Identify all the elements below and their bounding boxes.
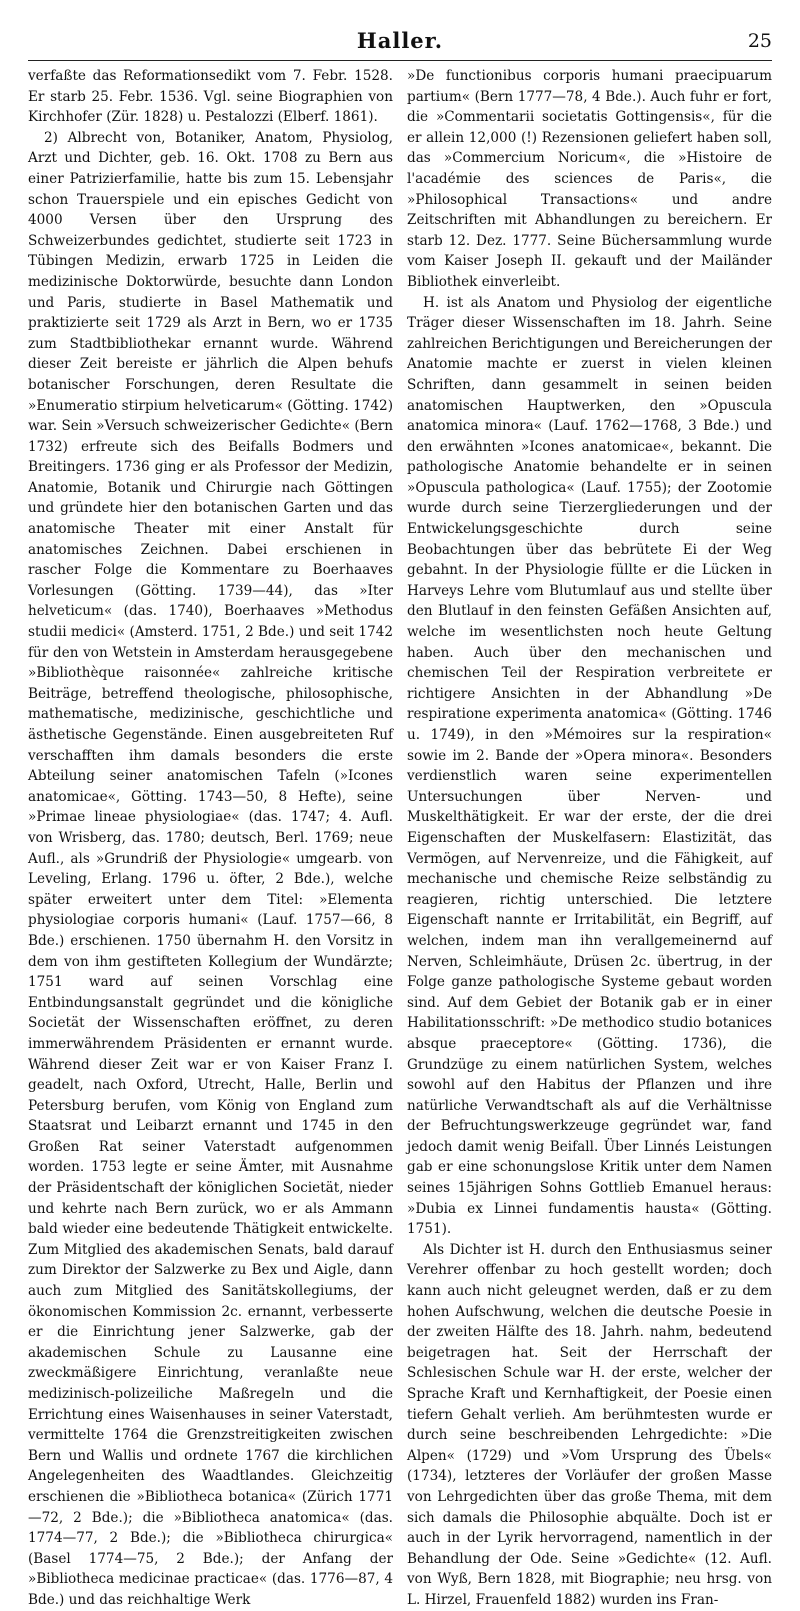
page-header [28, 26, 772, 61]
page-title: Haller. [356, 28, 444, 53]
paragraph: Als Dichter ist H. durch den Enthusiasmus seiner Verehrer offenbar zu hoch gestellt worden; doch kann auch nicht geleugnet werden, daß er zu dem hohen Aufschwung, welchen die deutsche Poesie in der zweiten Hälfte des 18. Jahrh. nahm, bedeutend beigetragen hat. Seit der Herrschaft der Schlesischen Schule war H. der erste, welcher der Sprache Kraft und Kernhaftigkeit, der Poesie einen tiefern Gehalt verlieh. Am berühmtesten wurde er durch seine beschreibenden Lehrgedichte: »Die Alpen« (1729) und »Vom Ursprung des Übels« (1734), letzteres der Vorläufer der großen Masse von Lehrgedichten über das große Thema, mit dem sich damals die Philosophie abquälte. Doch ist er auch in der Lyrik hervorragend, namentlich in der Behandlung der Ode. Seine »Gedichte« (12. Aufl. von Wyß, Bern 1828, mit Biographie; neu hrsg. von L. Hirzel, Frauenfeld 1882) wurden ins Fran- [407, 1241, 772, 1608]
paragraph: verfaßte das Reformationsedikt vom 7. Febr. 1528. Er starb 25. Febr. 1536. Vgl. seine Biographien von Kirchhofer (Zür. 1828) u. Pestalozzi (Elberf. 1861). [28, 68, 393, 126]
paragraph: »De functionibus corporis humani praecipuarum partium« (Bern 1777—78, 4 Bde.). Auch fuhr er fort, die »Commentarii societatis Gottingensis«, für die er allein 12,000 (!) Rezensionen geliefert haben soll, das »Commercium Noricum«, die »Histoire de l'académie des sciences de Paris«, die »Philosophical Transactions« und andre Zeitschriften mit Abhandlungen zu bereichern. Er starb 12. Dez. 1777. Seine Büchersammlung wurde vom Kaiser Joseph II. gekauft und der Mailänder Bibliothek einverleibt. [407, 68, 772, 290]
paragraph: 2) Albrecht von, Botaniker, Anatom, Physiolog, Arzt und Dichter, geb. 16. Okt. 1708 zu Bern aus einer Patrizierfamilie, hatte bis zum 15. Lebensjahr schon Trauerspiele und ein episches Gedicht von 4000 Versen über den Ursprung des Schweizerbundes gedichtet, studierte seit 1723 in Tübingen Medizin, erwarb 1725 in Leiden die medizinische Doktorwürde, besuchte dann London und Paris, studierte in Basel Mathematik und praktizierte seit 1729 als Arzt in Bern, wo er 1735 zum Stadtbibliothekar ernannt wurde. Während dieser Zeit bereiste er jährlich die Alpen behufs botanischer Forschungen, deren Resultate die »Enumeratio stirpium helveticarum« (Götting. 1742) war. Sein »Versuch schweizerischer Gedichte« (Bern 1732) erfreute sich des Beifalls Bodmers und Breitingers. 1736 ging er als Professor der Medizin, Anatomie, Botanik und Chirurgie nach Göttingen und gründete hier den botanischen Garten und das anatomische Theater mit einer Anstalt für anatomisches Zeichnen. Dabei erschienen in rascher Folge die Kommentare zu Boerhaaves Vorlesungen (Götting. 1739—44), das »Iter helveticum« (das. 1740), Boerhaaves »Methodus studii medici« (Amsterd. 1751, 2 Bde.) und seit 1742 für den von Wetstein in Amsterdam herausgegebene »Bibliothèque raisonnée« zahlreiche kritische Beiträge, betreffend theologische, philosophische, mathematische, medizinische, geschichtliche und ästhetische Gegenstände. Einen ausgebreiteten Ruf verschafften ihm damals besonders die erste Abteilung seiner anatomischen Tafeln (»Icones anatomicae«, Götting. 1743—50, 8 Hefte), seine »Primae lineae physiologiae« (das. 1747; 4. Aufl. von Wrisberg, das. 1780; deutsch, Berl. 1769; neue Aufl., als »Grundriß der Physiologie« umgearb. von Leveling, Erlang. 1796 u. öfter, 2 Bde.), welche später erweitert unter dem Titel: »Elementa physiologiae corporis humani« (Lauf. 1757—66, 8 Bde.) erschienen. 1750 übernahm H. den Vorsitz in dem von ihm gestifteten Kollegium der Wundärzte; 1751 ward auf seinen Vorschlag eine Entbindungsanstalt gegründet und die königliche Societät der Wissenschaften eröffnet, zu deren immerwährendem Präsidenten er ernannt wurde. Während dieser Zeit war er von Kaiser Franz I. geadelt, nach Oxford, Utrecht, Halle, Berlin und Petersburg berufen, vom König von England zum Staatsrat und Leibarzt ernannt und 1745 in den Großen Rat seiner Vaterstadt aufgenommen worden. 1753 legte er seine Ämter, mit Ausnahme der Präsidentschaft der königlichen Societät, nieder und kehrte nach Bern zurück, wo er als Ammann bald wieder eine bedeutende Thätigkeit entwickelte. Zum Mitglied des akademischen Senats, bald darauf zum Direktor der Salzwerke zu Bex und Aigle, dann auch zum Mitglied des Sanitätskollegiums, der ökonomischen Kommission 2c. ernannt, verbesserte er die Einrichtung jener Salzwerke, gab der akademischen Schule zu Lausanne eine zweckmäßigere Einrichtung, veranlaßte neue medizinisch-polizeiliche Maßregeln und die Errichtung eines Waisenhauses in seiner Vaterstadt, vermittelte 1764 die Grenzstreitigkeiten zwischen Bern und Wallis und ordnete 1767 die kirchlichen Angelegenheiten des Waadtlandes. Gleichzeitig erschienen die »Bibliotheca botanica« (Zürich 1771—72, 2 Bde.); die »Bibliotheca anatomica« (das. 1774—77, 2 Bde.); die »Bibliotheca chirurgica« (Basel 1774—75, 2 Bde.); der Anfang der »Bibliotheca medicinae practicae« (das. 1776—87, 4 Bde.) und das reichhaltige Werk [28, 129, 394, 1608]
left-column [28, 66, 394, 1608]
page-number: 25 [747, 30, 772, 52]
paragraph: H. ist als Anatom und Physiolog der eigentliche Träger dieser Wissenschaften im 18. Jahrh. Seine zahlreichen Berichtigungen und Bereicherungen der Anatomie machte er zuerst in vielen kleinen Schriften, dann gesammelt in seinen beiden anatomischen Hauptwerken, den »Opuscula anatomica minora« (Lauf. 1762—1768, 3 Bde.) und den erwähnten »Icones anatomicae«, bekannt. Die pathologische Anatomie behandelte er in seinen »Opuscula pathologica« (Lauf. 1755); der Zootomie wurde durch seine Tierzergliederungen und der Entwickelungsgeschichte durch seine Beobachtungen über das bebrütete Ei der Weg gebahnt. In der Physiologie füllte er die Lücken in Harveys Lehre vom Blutumlauf aus und stellte über den Blutlauf in den feinsten Gefäßen Ansichten auf, welche im wesentlichsten noch heute Geltung haben. Auch über den mechanischen und chemischen Teil der Respiration verbreitete er richtigere Ansichten in der Abhandlung »De respiratione experimenta anatomica« (Götting. 1746 u. 1749), in den »Mémoires sur la respiration« sowie im 2. Bande der »Opera minora«. Besonders verdienstlich waren seine experimentellen Untersuchungen über Nerven- und Muskelthätigkeit. Er war der erste, der die drei Eigenschaften der Muskelfasern: Elastizität, das Vermögen, auf Nervenreize, und die Fähigkeit, auf mechanische und chemische Reize selbständig zu reagieren, richtig unterschied. Die letztere Eigenschaft nannte er Irritabilität, ein Begriff, auf welchen, indem man ihn verallgemeinernd auf Nerven, Schleimhäute, Drüsen 2c. übertrug, in der Folge ganze pathologische Systeme gebaut worden sind. Auf dem Gebiet der Botanik gab er in einer Habilitationsschrift: »De methodico studio botanices absque praeceptore« (Götting. 1736), die Grundzüge zu einem natürlichen System, welches sowohl auf den Habitus der Pflanzen und ihre natürliche Verwandtschaft als auf die Verhältnisse der Befruchtungswerkzeuge gegründet war, fand jedoch damit wenig Beifall. Über Linnés Leistungen gab er eine schonungslose Kritik unter dem Namen seines 15jährigen Sohns Gottlieb Emanuel heraus: »Dubia ex Linnei fundamentis hausta« (Götting. 1751). [407, 294, 772, 1238]
right-column [407, 66, 772, 1608]
text-columns [28, 66, 772, 1608]
